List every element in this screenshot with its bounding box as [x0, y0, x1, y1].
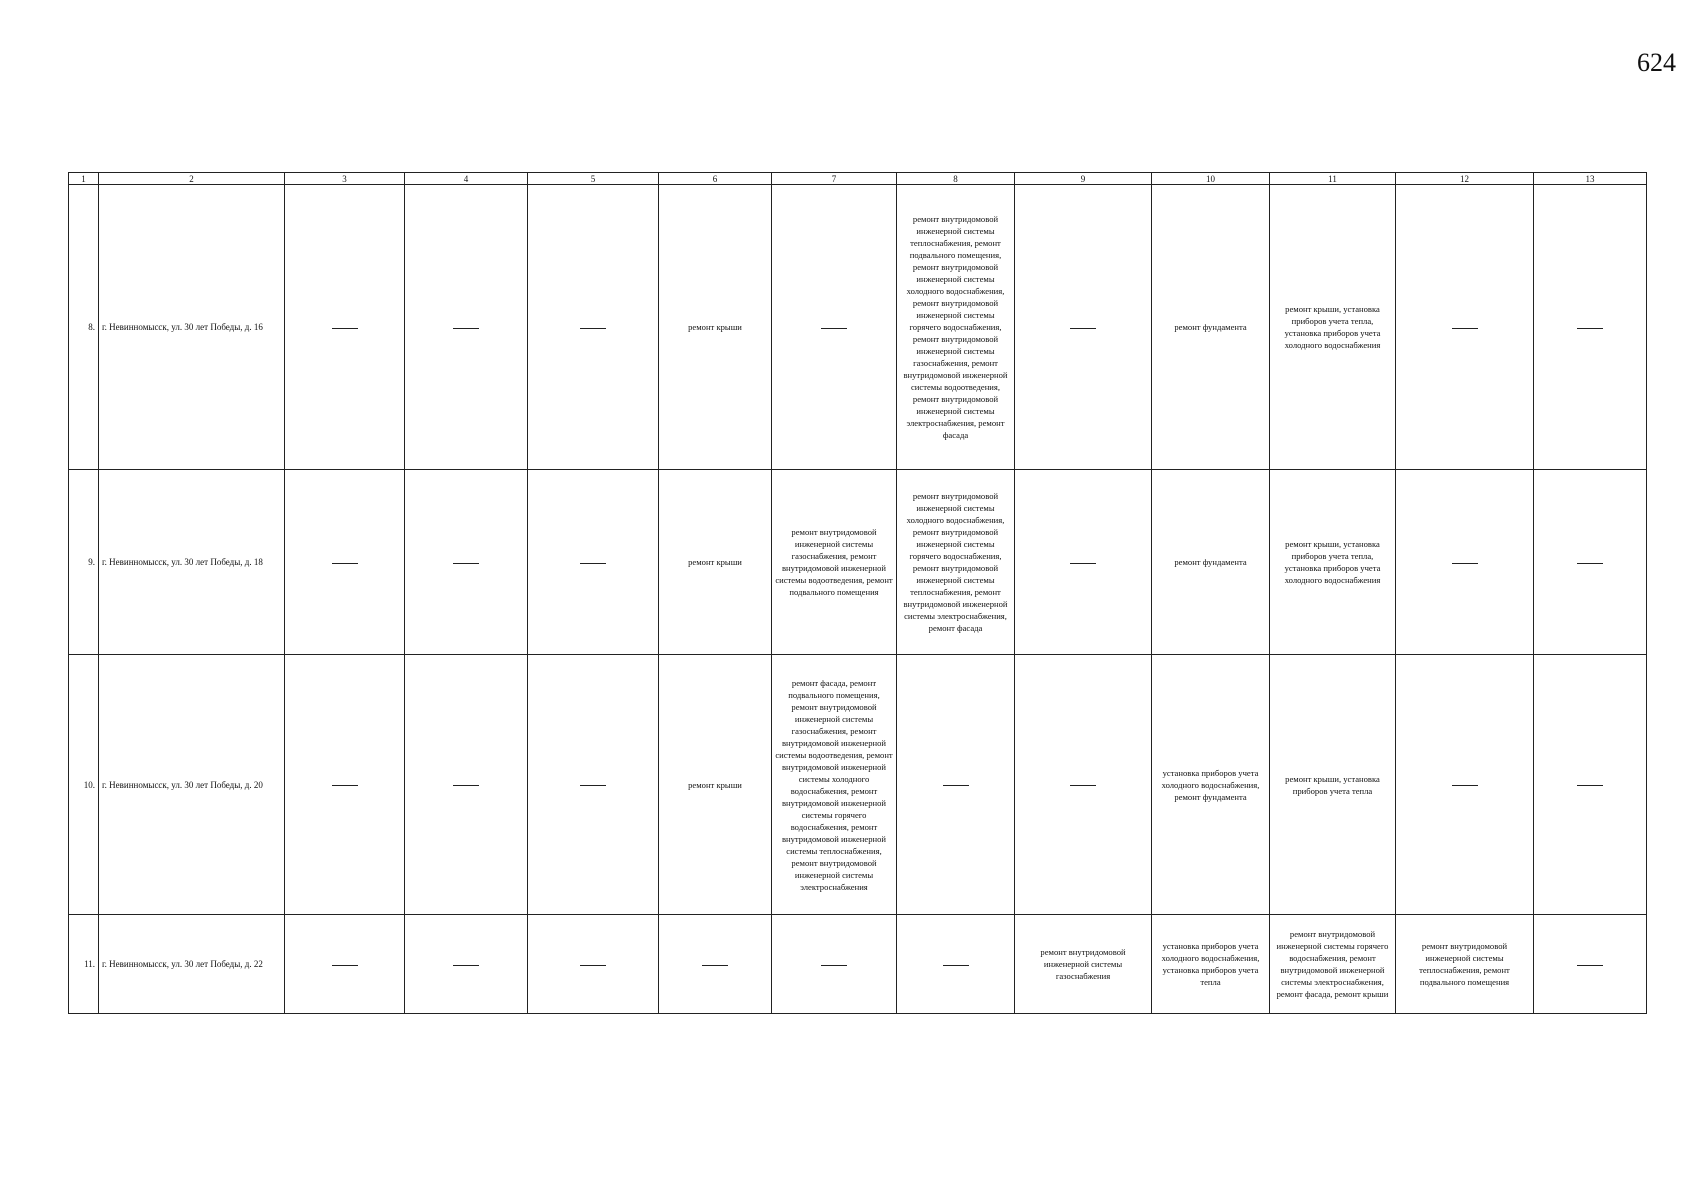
table-cell	[659, 915, 772, 1014]
empty-dash	[332, 785, 358, 786]
empty-dash	[453, 965, 479, 966]
empty-dash	[702, 965, 728, 966]
cell-text	[285, 958, 404, 970]
empty-dash	[1070, 785, 1096, 786]
table-cell	[285, 655, 405, 915]
cell-text: ремонт фундамента	[1174, 322, 1247, 332]
table-cell	[1152, 470, 1270, 655]
table-cell	[1270, 470, 1396, 655]
empty-dash	[1577, 965, 1603, 966]
cell-text: ремонт крыши	[688, 779, 742, 790]
row-address: г. Невинномысск, ул. 30 лет Победы, д. 22	[99, 915, 285, 1014]
table-cell	[1015, 470, 1152, 655]
cell-text	[405, 779, 527, 791]
empty-dash	[943, 965, 969, 966]
table-cell	[897, 185, 1015, 470]
empty-dash	[943, 785, 969, 786]
table-cell	[1534, 655, 1647, 915]
empty-dash	[1070, 328, 1096, 329]
table-cell	[772, 655, 897, 915]
row-address: г. Невинномысск, ул. 30 лет Победы, д. 18	[99, 470, 285, 655]
empty-dash	[580, 563, 606, 564]
cell-text	[1534, 779, 1646, 791]
page-number: 624	[1637, 48, 1676, 77]
column-number: 4	[405, 173, 528, 185]
cell-text	[897, 958, 1014, 970]
cell-text	[1534, 556, 1646, 568]
cell-text	[1396, 779, 1533, 791]
empty-dash	[1452, 328, 1478, 329]
column-number: 10	[1152, 173, 1270, 185]
table-cell	[1396, 185, 1534, 470]
cell-text: ремонт внутридомовой инженерной системы газоснабжения, ремонт внутридомовой инженерной системы водоотведения, ремонт подвального помещения	[775, 527, 893, 597]
column-number: 9	[1015, 173, 1152, 185]
table-cell	[1152, 185, 1270, 470]
table-cell	[1015, 655, 1152, 915]
column-number: 5	[528, 173, 659, 185]
table-cell	[285, 470, 405, 655]
empty-dash	[1452, 563, 1478, 564]
empty-dash	[580, 785, 606, 786]
column-number: 3	[285, 173, 405, 185]
table-cell	[1152, 915, 1270, 1014]
column-number: 6	[659, 173, 772, 185]
cell-text	[405, 321, 527, 333]
cell-text	[528, 556, 658, 568]
cell-text	[1396, 556, 1533, 568]
cell-text	[897, 779, 1014, 791]
empty-dash	[1577, 785, 1603, 786]
table-cell	[405, 470, 528, 655]
table-cell	[1270, 915, 1396, 1014]
empty-dash	[453, 328, 479, 329]
empty-dash	[580, 965, 606, 966]
table-cell	[1015, 185, 1152, 470]
cell-text: установка приборов учета холодного водоснабжения, ремонт фундамента	[1161, 767, 1260, 802]
column-number: 11	[1270, 173, 1396, 185]
cell-text	[405, 556, 527, 568]
cell-text	[1534, 958, 1646, 970]
table-cell	[285, 915, 405, 1014]
table-cell	[405, 915, 528, 1014]
table-cell	[1015, 915, 1152, 1014]
table-cell	[405, 655, 528, 915]
cell-text	[1015, 779, 1151, 791]
cell-text: ремонт фасада, ремонт подвального помещения, ремонт внутридомовой инженерной системы газоснабжения, ремонт внутридомовой инженерной системы водоотведения, ремонт внутридомовой инженерной системы холодного водоснабжения, ремонт внутридомовой инженерной системы горячего водоснабжения, ремонт внутридомовой инженерной системы теплоснабжения, ремонт внутридомовой инженерной системы электроснабжения	[775, 677, 893, 892]
empty-dash	[332, 328, 358, 329]
table-row	[69, 915, 1647, 1014]
row-number: 11.	[69, 915, 99, 1014]
cell-text	[1534, 321, 1646, 333]
empty-dash	[821, 328, 847, 329]
work-schedule-table	[68, 172, 1647, 1014]
empty-dash	[1070, 563, 1096, 564]
cell-text	[1015, 556, 1151, 568]
table-cell	[1270, 185, 1396, 470]
cell-text	[1396, 321, 1533, 333]
cell-text	[405, 958, 527, 970]
table-cell	[659, 655, 772, 915]
table-cell	[528, 655, 659, 915]
table-cell	[1534, 185, 1647, 470]
empty-dash	[580, 328, 606, 329]
column-number: 8	[897, 173, 1015, 185]
cell-text	[659, 958, 771, 970]
table-cell	[1396, 470, 1534, 655]
cell-text: ремонт крыши, установка приборов учета тепла	[1285, 773, 1380, 796]
table-cell	[659, 185, 772, 470]
table-row	[69, 655, 1647, 915]
table-cell	[528, 915, 659, 1014]
cell-text	[528, 321, 658, 333]
row-number: 9.	[69, 470, 99, 655]
table-cell	[1396, 655, 1534, 915]
table-cell	[772, 185, 897, 470]
table-cell	[1396, 915, 1534, 1014]
column-number-row	[69, 173, 1647, 185]
table-cell	[528, 470, 659, 655]
cell-text: ремонт фундамента	[1174, 557, 1247, 567]
column-number: 2	[99, 173, 285, 185]
cell-text: ремонт крыши, установка приборов учета тепла, установка приборов учета холодного водоснабжения	[1284, 304, 1381, 350]
table-cell	[1152, 655, 1270, 915]
cell-text	[285, 556, 404, 568]
empty-dash	[1577, 328, 1603, 329]
cell-text: ремонт крыши	[688, 322, 742, 332]
table-cell	[1270, 655, 1396, 915]
cell-text: ремонт внутридомовой инженерной системы горячего водоснабжения, ремонт внутридомовой инженерной системы электроснабжения, ремонт фасада, ремонт крыши	[1276, 929, 1389, 999]
row-address: г. Невинномысск, ул. 30 лет Победы, д. 20	[99, 655, 285, 915]
table-cell	[772, 915, 897, 1014]
cell-text	[772, 321, 896, 333]
row-number: 8.	[69, 185, 99, 470]
cell-text: ремонт внутридомовой инженерной системы теплоснабжения, ремонт подвального помещения, ремонт внутридомовой инженерной системы холодного водоснабжения, ремонт внутридомовой инженерной системы горячего водоснабжения, ремонт внутридомовой инженерной системы газоснабжения, ремонт внутридомовой инженерной системы водоотведения, ремонт внутридомовой инженерной системы электроснабжения, ремонт фасада	[903, 214, 1008, 440]
table-row	[69, 470, 1647, 655]
empty-dash	[821, 965, 847, 966]
table-cell	[659, 470, 772, 655]
table-cell	[1534, 915, 1647, 1014]
table-cell	[405, 185, 528, 470]
table-cell	[897, 470, 1015, 655]
cell-text	[528, 958, 658, 970]
column-number: 7	[772, 173, 897, 185]
table-cell	[897, 915, 1015, 1014]
table-row	[69, 185, 1647, 470]
cell-text	[528, 779, 658, 791]
empty-dash	[453, 563, 479, 564]
row-number: 10.	[69, 655, 99, 915]
cell-text	[285, 779, 404, 791]
cell-text	[772, 958, 896, 970]
column-number: 12	[1396, 173, 1534, 185]
empty-dash	[1577, 563, 1603, 564]
cell-text: ремонт внутридомовой инженерной системы теплоснабжения, ремонт подвального помещения	[1419, 941, 1510, 987]
table-cell	[772, 470, 897, 655]
cell-text: ремонт внутридомовой инженерной системы холодного водоснабжения, ремонт внутридомовой инженерной системы горячего водоснабжения, ремонт внутридомовой инженерной системы теплоснабжения, ремонт внутридомовой инженерной системы электроснабжения, ремонт фасада	[903, 491, 1008, 633]
column-number: 13	[1534, 173, 1647, 185]
table-cell	[285, 185, 405, 470]
cell-text	[285, 321, 404, 333]
row-address: г. Невинномысск, ул. 30 лет Победы, д. 16	[99, 185, 285, 470]
cell-text: установка приборов учета холодного водоснабжения, установка приборов учета тепла	[1161, 941, 1260, 987]
cell-text	[1015, 321, 1151, 333]
empty-dash	[332, 563, 358, 564]
column-number: 1	[69, 173, 99, 185]
table-cell	[528, 185, 659, 470]
empty-dash	[332, 965, 358, 966]
cell-text: ремонт внутридомовой инженерной системы газоснабжения	[1040, 947, 1126, 981]
cell-text: ремонт крыши	[688, 557, 742, 567]
empty-dash	[453, 785, 479, 786]
table-cell	[897, 655, 1015, 915]
table-cell	[1534, 470, 1647, 655]
empty-dash	[1452, 785, 1478, 786]
cell-text: ремонт крыши, установка приборов учета тепла, установка приборов учета холодного водоснабжения	[1284, 539, 1381, 585]
